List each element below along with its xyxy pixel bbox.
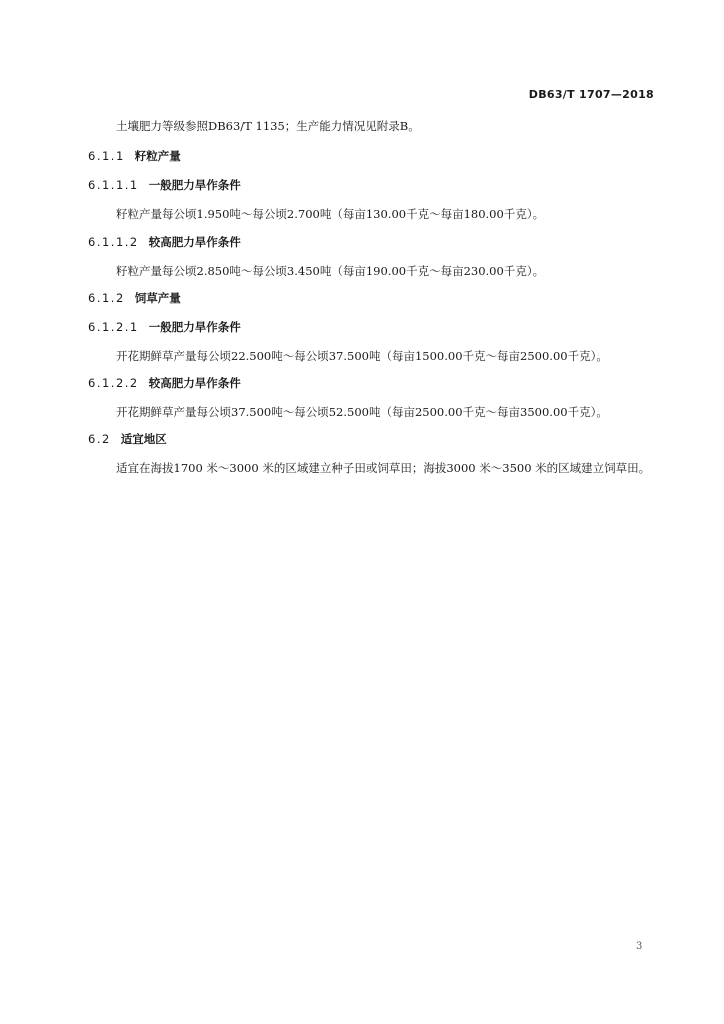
section-number: 6.1.1.2	[88, 235, 139, 249]
section-title: 较高肥力旱作条件	[148, 235, 241, 249]
paragraph-6-1-2-1: 开花期鲜草产量每公顷22.500吨～每公顷37.500吨（每亩1500.00千克～每亩2500.00千克）。	[116, 349, 608, 363]
section-heading-6-1-2-2	[88, 376, 241, 390]
section-heading-6-1-1-2	[88, 235, 241, 249]
paragraph-6-1-1-2: 籽粒产量每公顷2.850吨～每公顷3.450吨（每亩190.00千克～每亩230.00千克）。	[116, 264, 545, 278]
section-number: 6.1.1.1	[88, 178, 139, 192]
section-heading-6-2	[88, 432, 167, 446]
standard-code: DB63/T 1707—2018	[528, 88, 654, 101]
page-number: 3	[636, 941, 643, 952]
section-title: 适宜地区	[120, 432, 167, 446]
paragraph-6-1-2-2: 开花期鲜草产量每公顷37.500吨～每公顷52.500吨（每亩2500.00千克～每亩3500.00千克）。	[116, 405, 608, 419]
section-heading-6-1-2-1	[88, 320, 241, 334]
paragraph-6-1-1-1: 籽粒产量每公顷1.950吨～每公顷2.700吨（每亩130.00千克～每亩180.00千克）。	[116, 207, 545, 221]
intro-paragraph: 土壤肥力等级参照DB63/T 1135；生产能力情况见附录B。	[116, 119, 420, 133]
section-title: 一般肥力旱作条件	[148, 320, 241, 334]
section-title: 籽粒产量	[134, 149, 181, 163]
section-number: 6.1.2.1	[88, 320, 139, 334]
section-heading-6-1-1	[88, 149, 181, 163]
section-title: 饲草产量	[134, 291, 181, 305]
paragraph-6-2: 适宜在海拔1700 米～3000 米的区域建立种子田或饲草田；海拔3000 米～3500 米的区域建立饲草田。	[116, 461, 651, 475]
section-number: 6.1.2	[88, 291, 125, 305]
section-number: 6.1.1	[88, 149, 125, 163]
section-heading-6-1-1-1	[88, 178, 241, 192]
section-heading-6-1-2	[88, 291, 181, 305]
section-title: 较高肥力旱作条件	[148, 376, 241, 390]
section-title: 一般肥力旱作条件	[148, 178, 241, 192]
section-number: 6.1.2.2	[88, 376, 139, 390]
section-number: 6.2	[88, 432, 111, 446]
